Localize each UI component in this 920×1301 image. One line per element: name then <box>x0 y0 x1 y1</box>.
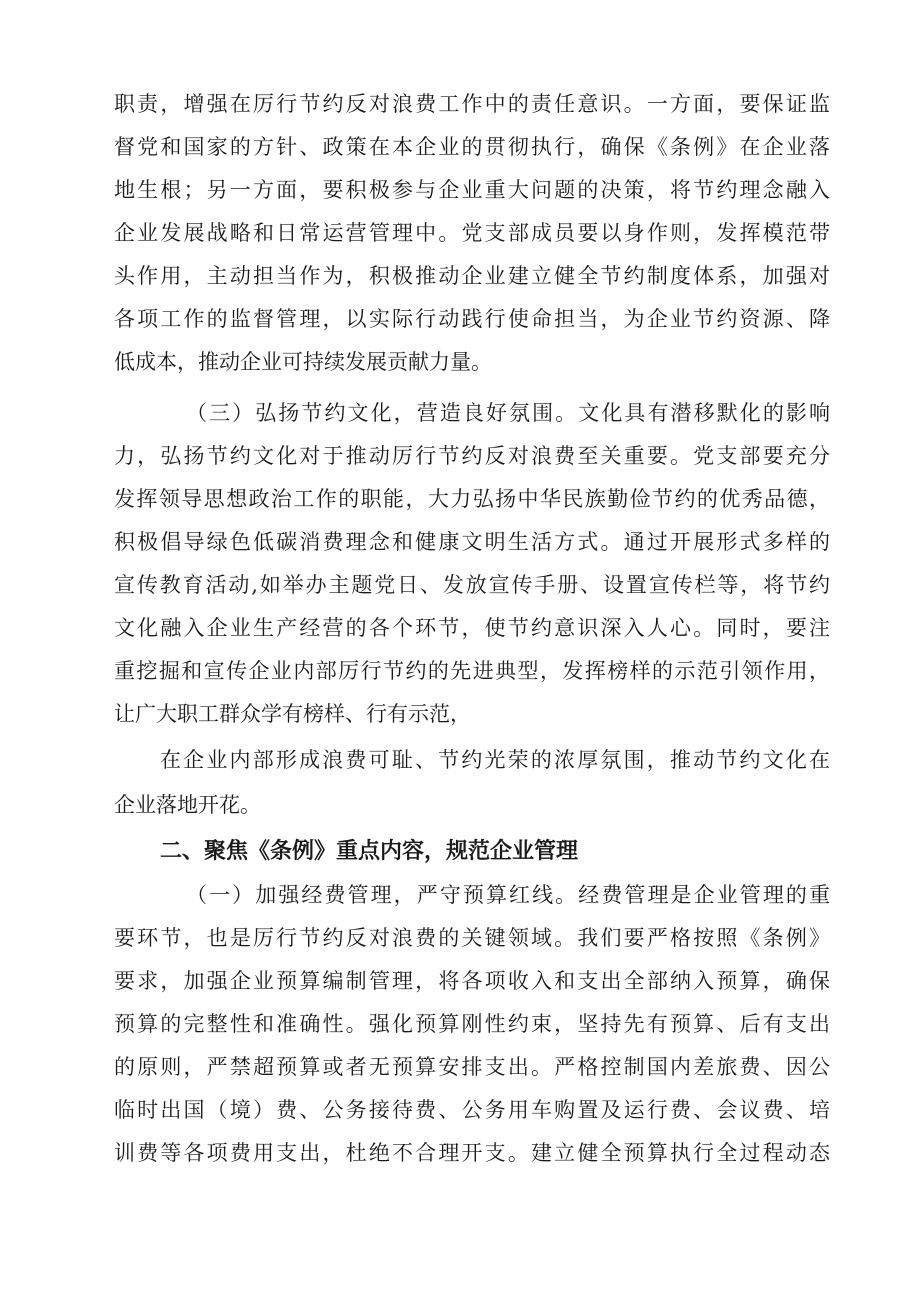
paragraph-line <box>0 256 920 296</box>
paragraph-line <box>0 1133 920 1173</box>
paragraph-line-text: 企业发展战略和日常运营管理中。党支部成员要以身作则，发挥模范带 <box>114 221 833 245</box>
paragraph-line-text: 宣传教育活动,如举办主题党日、发放宣传手册、设置宣传栏等，将节约 <box>114 573 832 597</box>
paragraph-line-text: 在企业内部形成浪费可耻、节约光荣的浓厚氛围，推动节约文化在 <box>160 748 833 772</box>
paragraph-line <box>0 127 920 167</box>
paragraph-line-text: 积极倡导绿色低碳消费理念和健康文明生活方式。通过开展形式多样的 <box>114 530 833 554</box>
paragraph-line <box>0 170 920 210</box>
paragraph-line <box>0 522 920 562</box>
paragraph-line-text: 文化融入企业生产经营的各个环节，使节约意识深入人心。同时，要注 <box>114 616 833 640</box>
paragraph-line-text: （一）加强经费管理，严守预算红线。经费管理是企业管理的重 <box>186 883 833 907</box>
paragraph-line-text: 临时出国（境）费、公务接待费、公务用车购置及运行费、会议费、培 <box>114 1098 833 1122</box>
paragraph-line <box>0 342 920 382</box>
section-heading-text: 二、聚焦《条例》重点内容，规范企业管理 <box>160 839 579 864</box>
paragraph-line <box>0 785 920 825</box>
paragraph-line-text: 发挥领导思想政治工作的职能，大力弘扬中华民族勤俭节约的优秀品德， <box>114 487 832 511</box>
paragraph-line <box>0 1004 920 1044</box>
paragraph-line-text: 训费等各项费用支出，杜绝不合理开支。建立健全预算执行全过程动态 <box>114 1141 833 1165</box>
paragraph-line-text: 力，弘扬节约文化对于推动厉行节约反对浪费至关重要。党支部要充分 <box>114 444 833 468</box>
paragraph-line-text: 低成本，推动企业可持续发展贡献力量。 <box>114 350 492 374</box>
paragraph-line <box>0 694 920 734</box>
paragraph-line-text: 督党和国家的方针、政策在本企业的贯彻执行，确保《条例》在企业落 <box>114 135 833 159</box>
paragraph-line <box>0 1090 920 1130</box>
paragraph-line-text: 职责，增强在厉行节约反对浪费工作中的责任意识。一方面，要保证监 <box>114 92 833 116</box>
section-heading <box>0 832 920 872</box>
paragraph-line <box>0 961 920 1001</box>
paragraph-line-text: 地生根；另一方面，要积极参与企业重大问题的决策，将节约理念融入 <box>114 178 833 202</box>
paragraph-line-text: 的原则，严禁超预算或者无预算安排支出。严格控制国内差旅费、因公 <box>114 1055 833 1079</box>
paragraph-line <box>0 740 920 780</box>
paragraph-line <box>0 1047 920 1087</box>
paragraph-line <box>0 299 920 339</box>
paragraph-line <box>0 565 920 605</box>
paragraph-line <box>0 651 920 691</box>
paragraph-line <box>0 875 920 915</box>
paragraph-line <box>0 918 920 958</box>
paragraph-line-text: 让广大职工群众学有榜样、行有示范， <box>114 702 471 726</box>
paragraph-line-text: 预算的完整性和准确性。强化预算刚性约束，坚持先有预算、后有支出 <box>114 1012 833 1036</box>
paragraph-line <box>0 479 920 519</box>
paragraph-line-text: 要求，加强企业预算编制管理，将各项收入和支出全部纳入预算，确保 <box>114 969 833 993</box>
paragraph-line-text: 重挖掘和宣传企业内部厉行节约的先进典型，发挥榜样的示范引领作用， <box>114 659 832 683</box>
paragraph-line-text: 各项工作的监督管理，以实际行动践行使命担当，为企业节约资源、降 <box>114 307 833 331</box>
paragraph-line <box>0 213 920 253</box>
paragraph-line-text: （三）弘扬节约文化，营造良好氛围。文化具有潜移默化的影响 <box>186 401 833 425</box>
paragraph-line-text: 要环节，也是厉行节约反对浪费的关键领域。我们要严格按照《条例》 <box>114 926 833 950</box>
paragraph-line <box>0 393 920 433</box>
paragraph-line-text: 企业落地开花。 <box>114 793 261 817</box>
paragraph-line <box>0 436 920 476</box>
paragraph-line-text: 头作用，主动担当作为，积极推动企业建立健全节约制度体系，加强对 <box>114 264 833 288</box>
paragraph-line <box>0 84 920 124</box>
paragraph-line <box>0 608 920 648</box>
